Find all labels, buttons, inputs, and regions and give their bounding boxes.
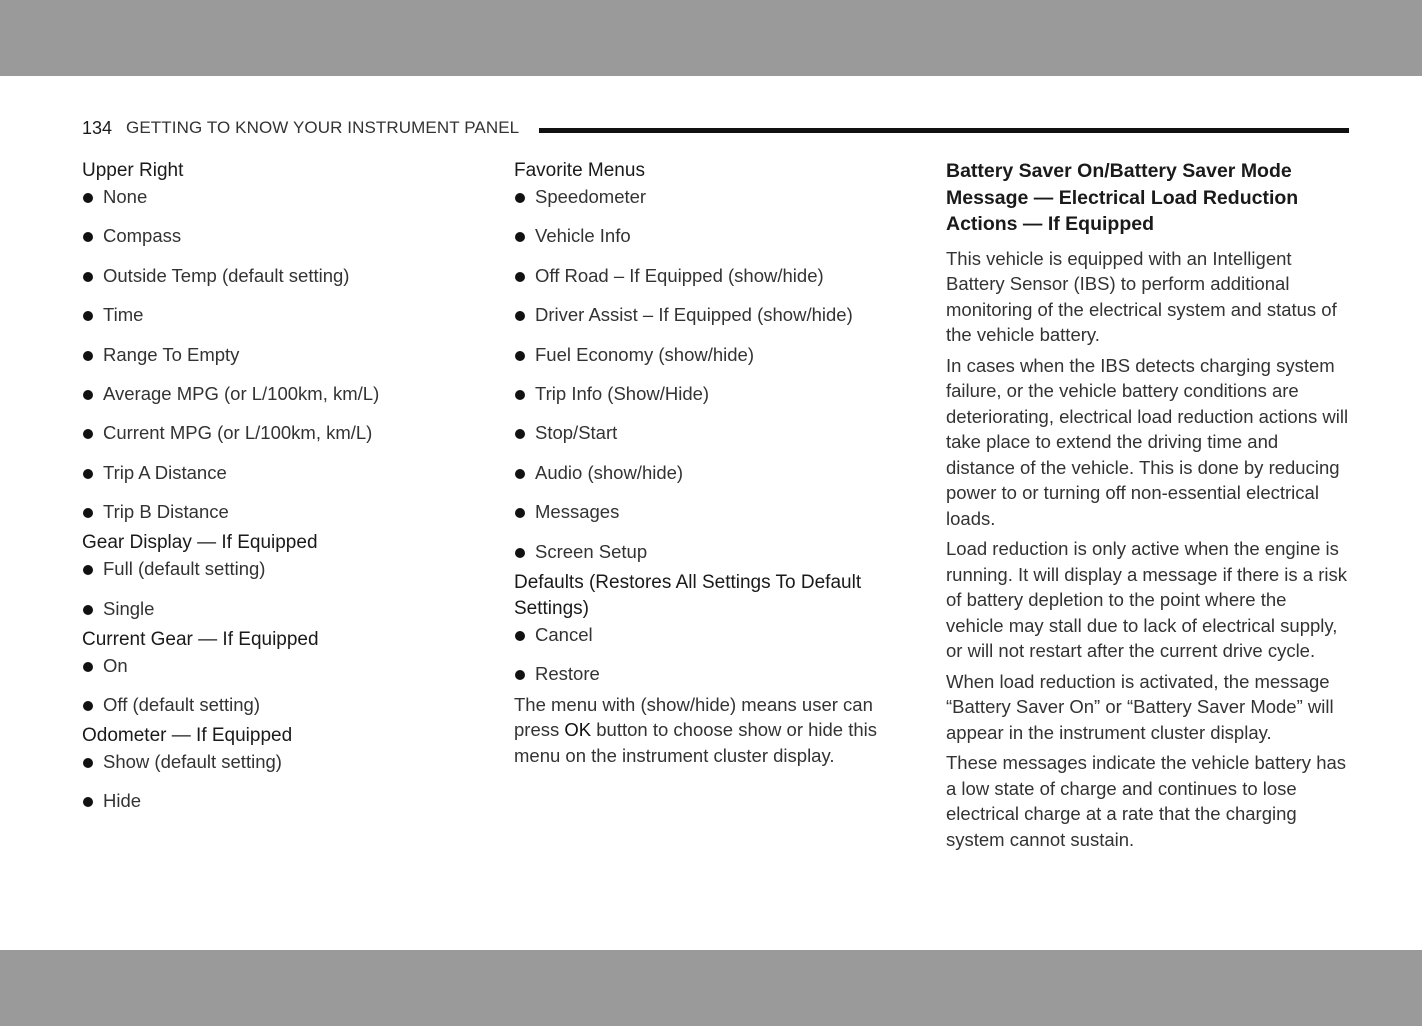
list-item: Range To Empty xyxy=(82,342,482,368)
list-item: Off (default setting) xyxy=(82,692,482,718)
list-item: Off Road – If Equipped (show/hide) xyxy=(514,263,904,289)
list-item: Trip A Distance xyxy=(82,460,482,486)
list-item: Stop/Start xyxy=(514,420,904,446)
paragraph: When load reduction is activated, the message “Battery Saver On” or “Battery Saver Mode” will appear in the instrument cluster display. xyxy=(946,670,1334,743)
heading-upper-right: Upper Right xyxy=(82,160,184,181)
list-item: Messages xyxy=(514,499,904,525)
ok-button-label: OK xyxy=(564,719,592,741)
list-item: Trip Info (Show/Hide) xyxy=(514,381,904,407)
heading-gear-display: Gear Display — If Equipped xyxy=(82,532,318,554)
list-item: Outside Temp (default setting) xyxy=(82,263,482,289)
list-item: Driver Assist – If Equipped (show/hide) xyxy=(514,302,904,328)
list-item: Show (default setting) xyxy=(82,749,482,775)
page-number: 134 xyxy=(82,117,113,138)
column-right xyxy=(946,158,1349,857)
list-current-gear xyxy=(82,653,482,718)
heading-odometer: Odometer — If Equipped xyxy=(82,724,293,746)
top-margin-band xyxy=(0,0,1422,76)
column-left xyxy=(82,158,482,819)
list-item: Cancel xyxy=(514,622,904,648)
list-item: Restore xyxy=(514,661,904,687)
list-odometer xyxy=(82,749,482,814)
note-text-end: button to choose show or hide this menu on the instrument cluster display. xyxy=(514,719,878,766)
list-item: Screen Setup xyxy=(514,539,904,565)
list-item: None xyxy=(82,184,482,210)
list-item: Compass xyxy=(82,223,482,249)
list-item: Time xyxy=(82,302,482,328)
list-favorite-menus xyxy=(514,184,904,565)
list-gear-display xyxy=(82,556,482,621)
list-item: Audio (show/hide) xyxy=(514,460,904,486)
note-text-start: The menu with (show/hide) means user can press xyxy=(514,693,873,741)
list-item: Average MPG (or L/100km, km/L) xyxy=(82,381,482,407)
heading-current-gear: Current Gear — If Equipped xyxy=(82,628,319,650)
header-rule xyxy=(539,128,1349,133)
list-defaults xyxy=(514,622,904,687)
list-item: Current MPG (or L/100km, km/L) xyxy=(82,420,482,446)
list-item: Full (default setting) xyxy=(82,556,482,582)
column-middle xyxy=(514,158,904,773)
list-item: Vehicle Info xyxy=(514,223,904,249)
list-item: Fuel Economy (show/hide) xyxy=(514,342,904,368)
list-item: Hide xyxy=(82,788,482,814)
paragraph: This vehicle is equipped with an Intelligent Battery Sensor (IBS) to perform additional monitoring of the electrical system and status of the vehicle battery. xyxy=(946,247,1337,345)
bottom-margin-band xyxy=(0,950,1422,1026)
paragraph: These messages indicate the vehicle battery has a low state of charge and continues to lose electrical charge at a rate that the charging system cannot sustain. xyxy=(946,752,1347,850)
heading-favorite-menus: Favorite Menus xyxy=(514,160,645,181)
heading-defaults: Defaults (Restores All Settings To Default Settings) xyxy=(514,571,862,619)
list-item: Trip B Distance xyxy=(82,499,482,525)
heading-battery-saver: Battery Saver On/Battery Saver Mode Message — Electrical Load Reduction Actions — If Equipped xyxy=(946,160,1299,235)
list-item: Single xyxy=(82,596,482,622)
list-item: On xyxy=(82,653,482,679)
section-title: GETTING TO KNOW YOUR INSTRUMENT PANEL xyxy=(126,118,520,137)
running-header xyxy=(82,116,1349,140)
list-item: Speedometer xyxy=(514,184,904,210)
paragraph: Load reduction is only active when the engine is running. It will display a message if there is a risk of battery depletion to the point where the vehicle may stall due to lack of electrical supply, or will not restart after the current drive cycle. xyxy=(946,538,1348,661)
list-upper-right xyxy=(82,184,482,525)
paragraph: In cases when the IBS detects charging system failure, or the vehicle battery conditions are deteriorating, electrical load reduction actions will take place to extend the driving time and distance of the vehicle. This is done by reducing power to or turning off non-essential electrical loads. xyxy=(946,354,1349,529)
show-hide-note xyxy=(514,692,904,769)
